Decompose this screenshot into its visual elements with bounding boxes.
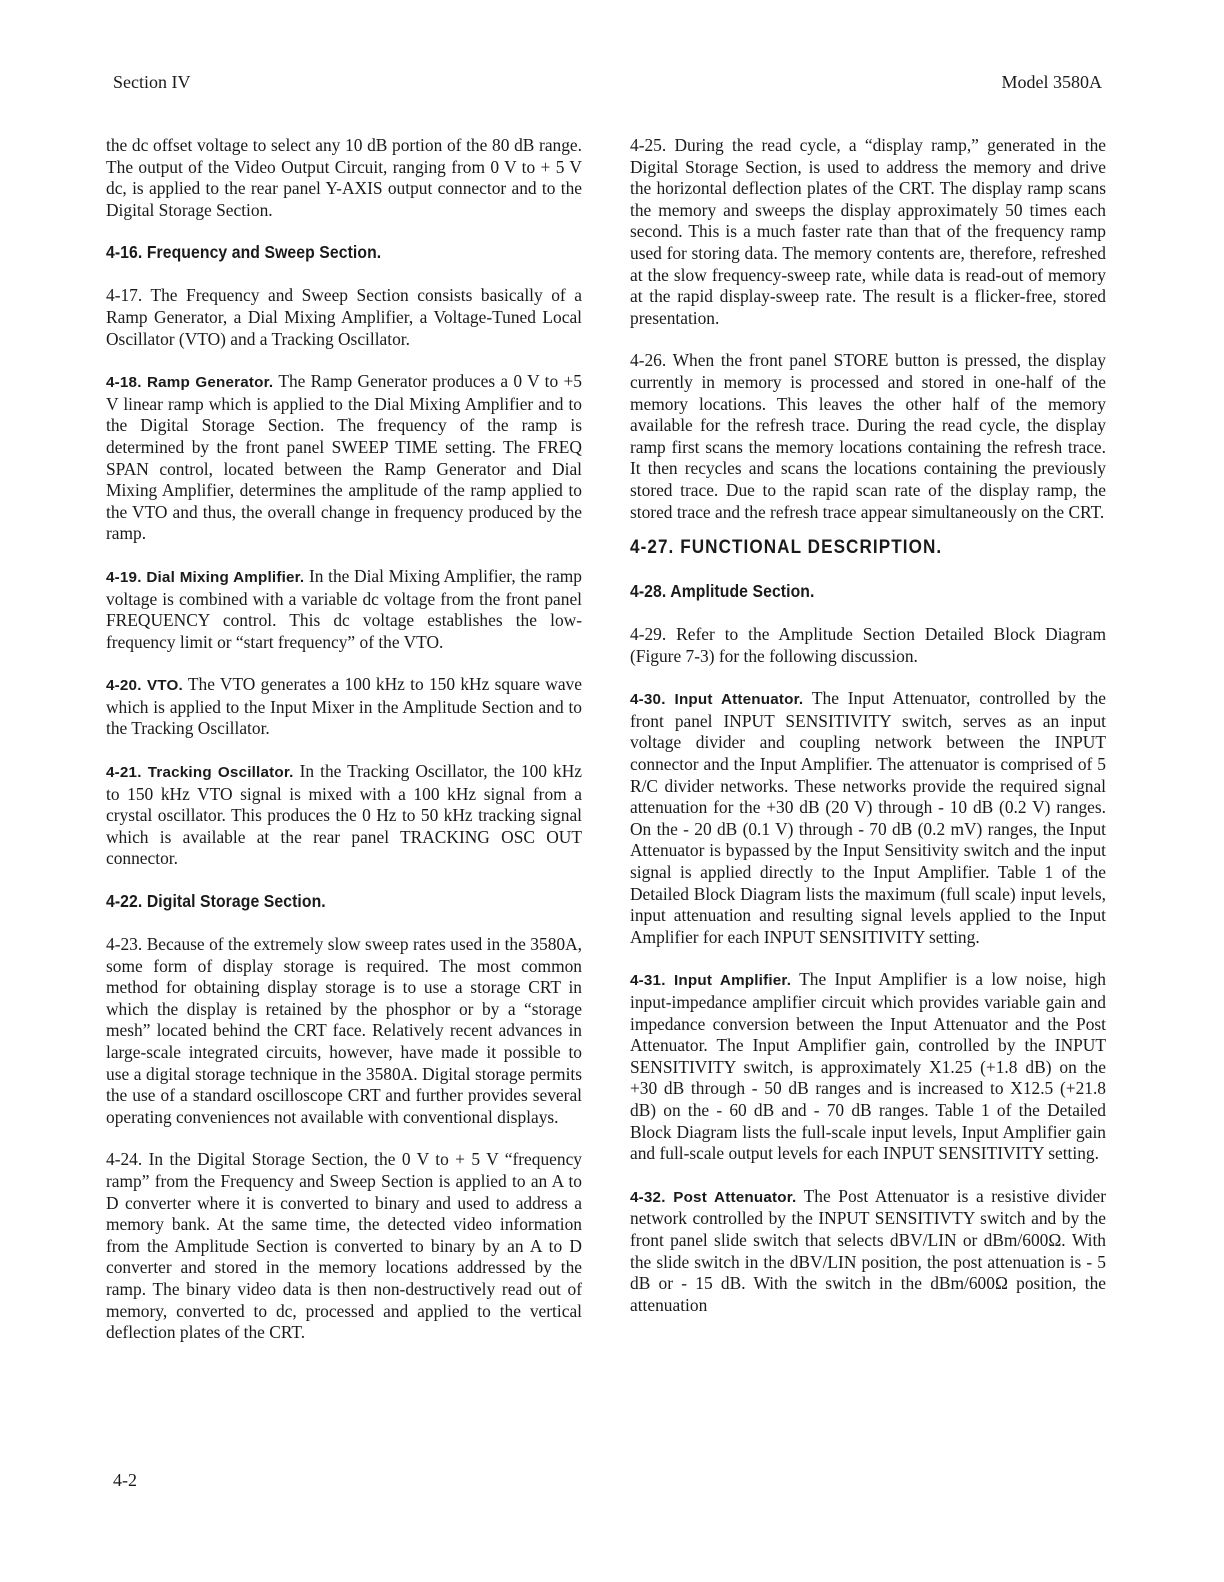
- right-column: [630, 135, 1106, 1337]
- heading-4-16: 4-16. Frequency and Sweep Section.: [106, 242, 382, 263]
- left-column: [106, 135, 582, 1365]
- paragraph-4-26: 4-26. When the front panel STORE button is pressed, the display currently in memory is processed and stored in one-half of the memory locations. This leaves the other half of the memory available for the refresh trace. During the read cycle, the display ramp first scans the memory locations containing the refresh trace. It then recycles and scans the locations containing the previously stored trace. Due to the rapid scan rate of the display ramp, the stored trace and the refresh trace appear simultaneously on the CRT.: [630, 350, 1106, 522]
- paragraph-4-23: 4-23. Because of the extremely slow sweep rates used in the 3580A, some form of display storage is required. The most common method for obtaining display storage is to use a storage CRT in which the display is retained by the phosphor or by a “storage mesh” located behind the CRT face. Relatively recent advances in large-scale integrated circuits, however, have made it possible to use a digital storage technique in the 3580A. Digital storage permits the use of a standard oscilloscope CRT and further provides several operating conveniences not available with conventional displays.: [106, 934, 582, 1127]
- heading-4-22: 4-22. Digital Storage Section.: [106, 891, 326, 912]
- lead-4-18: 4-18. Ramp Generator.: [106, 374, 274, 392]
- text-4-19: In the Dial Mixing Amplifier, the ramp voltage is combined with a variable dc voltage from the front panel FREQUENCY control. This dc voltage establishes the low-frequency limit or “start frequency” of the VTO.: [106, 565, 583, 652]
- text-4-21: In the Tracking Oscillator, the 100 kHz to 150 kHz VTO signal is mixed with a 100 kHz signal from a crystal oscillator. This produces the 0 Hz to 50 kHz tracking signal which is available at the rear panel TRACKING OSC OUT connector.: [106, 761, 582, 869]
- paragraph-4-20: [106, 674, 582, 740]
- paragraph-4-18: [106, 371, 582, 545]
- paragraph-4-29: 4-29. Refer to the Amplitude Section Detailed Block Diagram (Figure 7-3) for the following discussion.: [630, 624, 1106, 666]
- text-4-32: The Post Attenuator is a resistive divider network controlled by the INPUT SENSITIVTY switch and by the front panel slide switch that selects dBV/LIN or dBm/600Ω. With the slide switch in the dBV/LIN position, the post attenuation is - 5 dB or - 15 dB. With the switch in the dBm/600Ω position, the attenuation: [630, 1185, 1107, 1315]
- text-4-31: The Input Amplifier is a low noise, high input-impedance amplifier circuit which provides variable gain and impedance conversion between the Input Attenuator and the Post Attenuator. The Input Amplifier gain, controlled by the INPUT SENSITIVITY switch, is approximately X1.25 (+1.8 dB) on the +30 dB through - 50 dB ranges and is increased to X12.5 (+21.8 dB) on the - 60 dB and - 70 dB ranges. Table 1 of the Detailed Block Diagram lists the full-scale input levels, Input Amplifier gain and full-scale output levels for each INPUT SENSITIVITY setting.: [630, 969, 1106, 1164]
- paragraph-4-19: [106, 566, 582, 653]
- heading-4-28: 4-28. Amplitude Section.: [630, 581, 815, 602]
- lead-4-20: 4-20. VTO.: [106, 677, 183, 695]
- lead-4-21: 4-21. Tracking Oscillator.: [106, 764, 294, 782]
- running-header-section: Section IV: [113, 72, 191, 92]
- text-4-18: The Ramp Generator produces a 0 V to +5 V linear ramp which is applied to the Dial Mixing Amplifier and to the Digital Storage Section. The frequency of the ramp is determined by the front panel SWEEP TIME setting. The FREQ SPAN control, located between the Ramp Generator and Dial Mixing Amplifier, determines the amplitude of the ramp applied to the VTO and thus, the overall change in frequency produced by the ramp.: [106, 371, 582, 544]
- heading-4-27: 4-27. FUNCTIONAL DESCRIPTION.: [630, 537, 943, 559]
- lead-4-31: 4-31. Input Amplifier.: [630, 972, 792, 990]
- paragraph-continued: the dc offset voltage to select any 10 dB portion of the 80 dB range. The output of the Video Output Circuit, ranging from 0 V to + 5 V dc, is applied to the rear panel Y-AXIS output connector and to the Digital Storage Section.: [106, 135, 582, 220]
- paragraph-4-31: [630, 969, 1106, 1164]
- paragraph-4-17: 4-17. The Frequency and Sweep Section consists basically of a Ramp Generator, a Dial Mixing Amplifier, a Voltage-Tuned Local Oscillator (VTO) and a Tracking Oscillator.: [106, 285, 582, 349]
- lead-4-30: 4-30. Input Attenuator.: [630, 691, 804, 709]
- lead-4-19: 4-19. Dial Mixing Amplifier.: [106, 568, 305, 586]
- paragraph-4-32: [630, 1186, 1106, 1317]
- text-4-30: The Input Attenuator, controlled by the front panel INPUT SENSITIVITY switch, serves as an input voltage divider and coupling network between the INPUT connector and the Input Amplifier. The attenuator is comprised of 5 R/C divider networks. These networks provide the required signal attenuation for the +30 dB (20 V) through - 10 dB (0.2 V) ranges. On the - 20 dB (0.1 V) through - 70 dB (0.2 mV) ranges, the Input Attenuator is bypassed by the Input Sensitivity switch and the input signal is applied directly to the Input Amplifier. Table 1 of the Detailed Block Diagram lists the maximum (full scale) input levels, input attenuation and resulting signal levels applied to the Input Amplifier for each INPUT SENSITIVITY setting.: [630, 688, 1107, 947]
- paragraph-4-30: [630, 688, 1106, 948]
- lead-4-32: 4-32. Post Attenuator.: [630, 1188, 797, 1206]
- paragraph-4-24: 4-24. In the Digital Storage Section, the 0 V to + 5 V “frequency ramp” from the Frequency and Sweep Section is applied to an A to D converter where it is converted to binary and used to address a memory bank. At the same time, the detected video information from the Amplitude Section is converted to binary by an A to D converter and stored in the memory locations addressed by the ramp. The binary video data is then non-destructively read out of memory, converted to dc, processed and applied to the vertical deflection plates of the CRT.: [106, 1149, 582, 1343]
- page-number: 4-2: [113, 1470, 137, 1490]
- running-header-model: Model 3580A: [1001, 72, 1102, 92]
- text-4-20: The VTO generates a 100 kHz to 150 kHz square wave which is applied to the Input Mixer in the Amplitude Section and to the Tracking Oscillator.: [106, 674, 582, 739]
- paragraph-4-25: 4-25. During the read cycle, a “display ramp,” generated in the Digital Storage Section, is used to address the memory and drive the horizontal deflection plates of the CRT. The display ramp scans the memory and sweeps the display approximately 50 times each second. This is a much faster rate than that of the frequency ramp used for storing data. The memory contents are, therefore, refreshed at the slow frequency-sweep rate, while data is read-out of memory at the rapid display-sweep rate. The result is a flicker-free, stored presentation.: [630, 135, 1106, 328]
- paragraph-4-21: [106, 761, 582, 870]
